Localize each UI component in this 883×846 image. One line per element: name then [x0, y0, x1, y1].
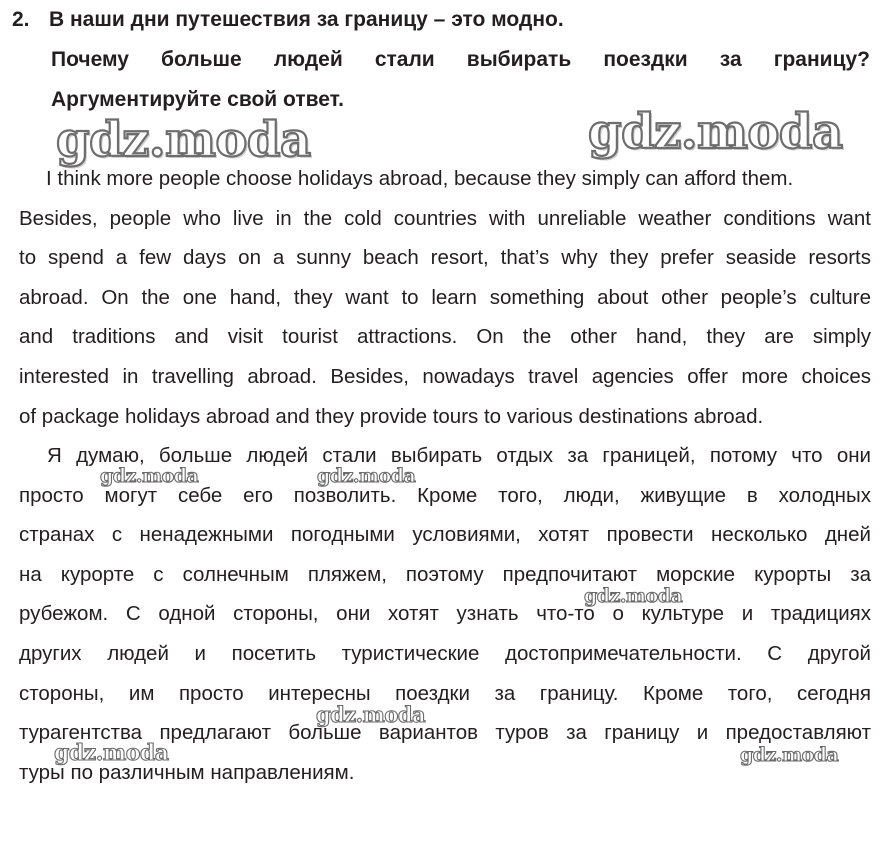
english-line: of package holidays abroad and they provide tours to various destinations abroad. — [19, 404, 764, 428]
english-line: to spend a few days on a sunny beach resort, that’s why they prefer seaside resorts — [19, 246, 871, 270]
watermark-logo: gdz.moda — [54, 740, 169, 766]
watermark-logo: gdz.moda — [740, 744, 839, 766]
russian-line: других людей и посетить туристические достопримечательности. С другой — [19, 641, 871, 665]
watermark-logo: gdz.moda — [56, 112, 311, 168]
task-question: Почему больше людей стали выбирать поездки за границу? — [51, 48, 870, 71]
russian-line: стороны, им просто интересны поездки за границу. Кроме того, сегодня — [19, 681, 871, 705]
russian-line: Я думаю, больше людей стали выбирать отдых за границей, потому что они — [47, 444, 871, 467]
watermark-logo: gdz.moda — [584, 585, 683, 607]
english-line: and traditions and visit tourist attractions. On the other hand, they are simply — [19, 325, 871, 349]
task-statement: В наши дни путешествия за границу – это модно. — [49, 8, 564, 31]
russian-line: просто могут себе его позволить. Кроме того, люди, живущие в холодных — [19, 483, 871, 507]
task-instruction: Аргументируйте свой ответ. — [51, 88, 344, 111]
english-line: Besides, people who live in the cold countries with unreliable weather conditions want — [19, 206, 871, 230]
russian-line: странах с ненадежными погодными условиями, хотят провести несколько дней — [19, 523, 871, 547]
russian-answer — [19, 436, 871, 792]
english-line: abroad. On the one hand, they want to learn something about other people’s culture — [19, 285, 871, 309]
russian-line: туры по различным направлениям. — [19, 760, 355, 784]
watermark-logo: gdz.moda — [317, 465, 416, 487]
watermark-logo: gdz.moda — [316, 702, 426, 727]
russian-line: рубежом. С одной стороны, они хотят узнать что-то о культуре и традициях — [19, 602, 871, 626]
russian-line: турагентства предлагают больше вариантов туров за границу и предоставляют — [19, 721, 871, 745]
english-line: interested in travelling abroad. Besides, nowadays travel agencies offer more choices — [19, 364, 871, 388]
russian-line: на курорте с солнечным пляжем, поэтому предпочитают морские курорты за — [19, 562, 871, 586]
watermark-logo: gdz.moda — [588, 104, 843, 160]
english-answer — [19, 159, 871, 436]
english-line: I think more people choose holidays abroad, because they simply can afford them. — [46, 167, 794, 190]
watermark-logo: gdz.moda — [100, 465, 199, 487]
task-number: 2. — [12, 8, 30, 31]
